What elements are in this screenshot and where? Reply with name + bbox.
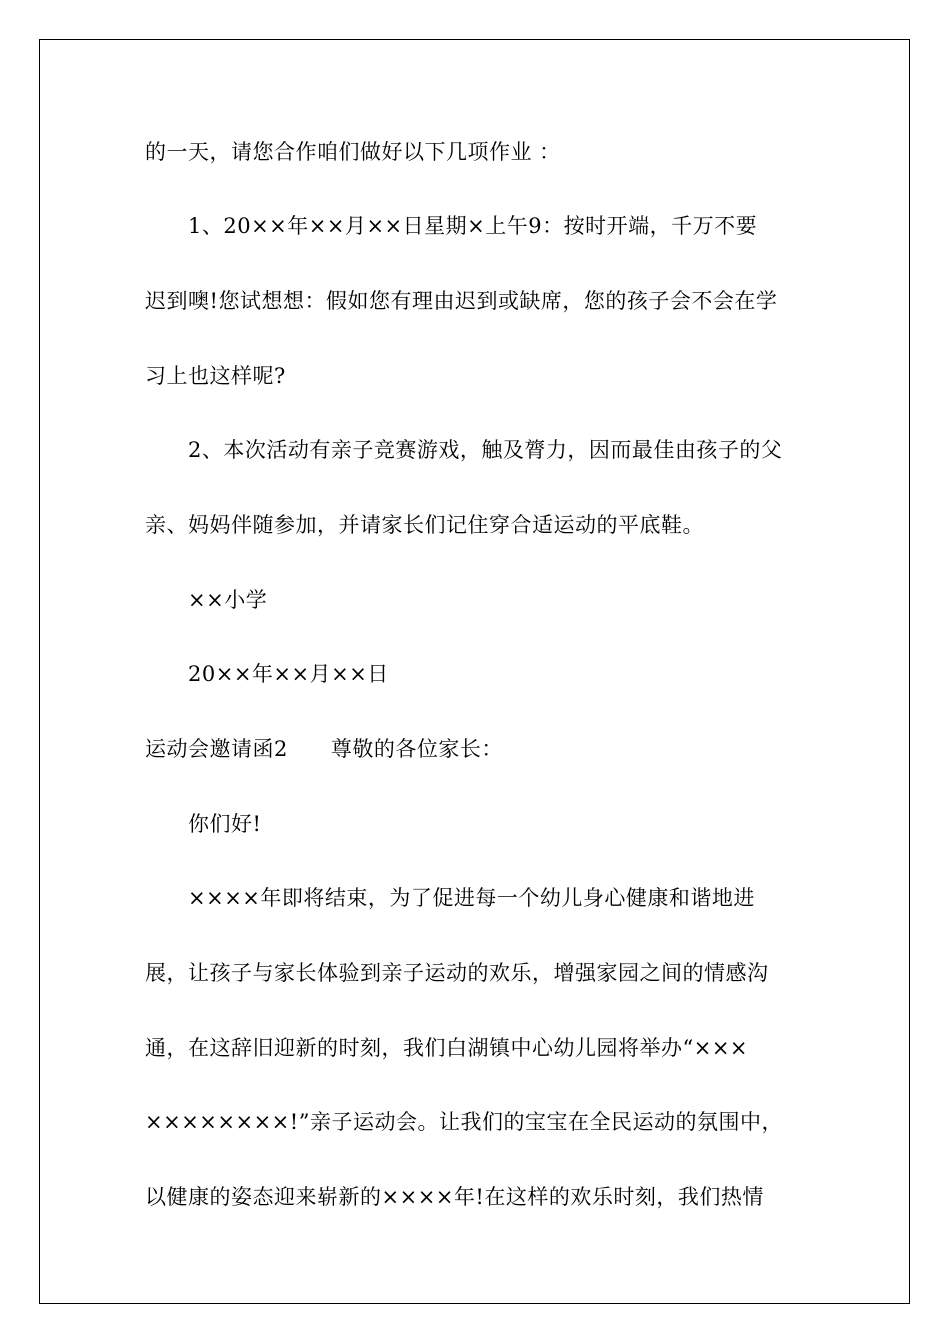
signature-date: 20××年××月××日 <box>188 662 389 686</box>
section-heading: 运动会邀请函2 尊敬的各位家长： <box>145 737 503 761</box>
text-line: 亲、妈妈伴随参加，并请家长们记住穿合适运动的平底鞋。 <box>145 513 704 537</box>
text-line: 的一天，请您合作咱们做好以下几项作业 ： <box>145 140 561 164</box>
text-line: 迟到噢!您试想想：假如您有理由迟到或缺席，您的孩子会不会在学 <box>145 289 778 313</box>
text-line: 通，在这辞旧迎新的时刻，我们白湖镇中心幼儿园将举办“××× <box>145 1036 749 1060</box>
text-line: ××××年即将结束，为了促进每一个幼儿身心健康和谐地进 <box>188 886 755 910</box>
greeting: 你们好! <box>188 812 262 836</box>
text-line: 习上也这样呢? <box>145 364 286 388</box>
text-line: 1、20××年××月××日星期×上午9：按时开端，千万不要 <box>188 214 758 238</box>
signature-school: ××小学 <box>188 588 268 612</box>
text-line: ××××××××!”亲子运动会。让我们的宝宝在全民运动的氛围中， <box>145 1110 783 1134</box>
text-line: 2、本次活动有亲子竞赛游戏，触及膂力，因而最佳由孩子的父 <box>188 438 783 462</box>
text-line: 展，让孩子与家长体验到亲子运动的欢乐，增强家园之间的情感沟 <box>145 961 769 985</box>
text-line: 以健康的姿态迎来崭新的××××年!在这样的欢乐时刻，我们热情 <box>145 1185 764 1209</box>
